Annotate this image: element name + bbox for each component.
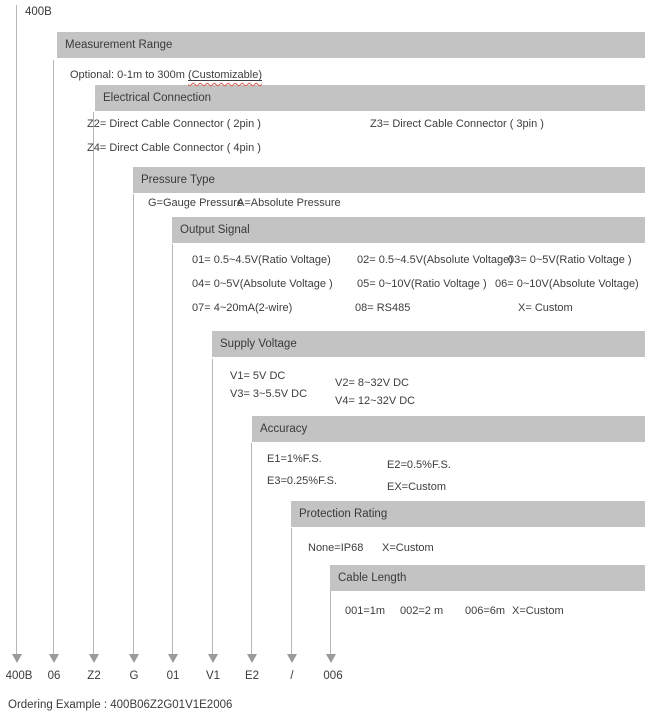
option-01: 01= 0.5~4.5V(Ratio Voltage) xyxy=(192,254,331,266)
option-02: 02= 0.5~4.5V(Absolute Voltage) xyxy=(357,254,513,266)
option-v1: V1= 5V DC xyxy=(230,370,286,382)
section-bar-accuracy xyxy=(252,416,645,442)
option-e1: E1=1%F.S. xyxy=(267,453,322,465)
section-title: Accuracy xyxy=(260,423,308,435)
option-text: Optional: 0-1m to 300m xyxy=(70,69,189,81)
option-002: 002=2 m xyxy=(400,605,444,617)
connector-line-output-signal xyxy=(172,244,173,655)
section-bar-protection-rating xyxy=(291,501,645,527)
option-z2: Z2= Direct Cable Connector ( 2pin ) xyxy=(87,118,261,130)
option-001: 001=1m xyxy=(345,605,386,617)
option-absolute: A=Absolute Pressure xyxy=(237,197,341,209)
option-e2: E2=0.5%F.S. xyxy=(387,459,451,471)
option-gauge: G=Gauge Pressure xyxy=(148,197,244,209)
arrow-down-icon xyxy=(287,654,297,663)
option-06: 06= 0~10V(Absolute Voltage) xyxy=(495,278,639,290)
section-bar-cable-length xyxy=(330,565,645,591)
connector-line-product xyxy=(16,5,17,655)
section-title: Electrical Connection xyxy=(103,92,212,104)
arrow-down-icon xyxy=(168,654,178,663)
connector-line-pressure-type xyxy=(133,194,134,655)
option-v4: V4= 12~32V DC xyxy=(335,395,416,407)
code-slash: / xyxy=(290,670,294,682)
code-06: 06 xyxy=(47,670,61,682)
code-01: 01 xyxy=(166,670,180,682)
option-ip68: None=IP68 xyxy=(308,542,364,554)
arrow-down-icon xyxy=(247,654,257,663)
option-08: 08= RS485 xyxy=(355,302,411,314)
option-v3: V3= 3~5.5V DC xyxy=(230,388,308,400)
option-x-custom-signal: X= Custom xyxy=(518,302,573,314)
connector-line-protection-rating xyxy=(291,528,292,655)
section-bar-measurement-range xyxy=(57,32,645,58)
code-e2: E2 xyxy=(244,670,260,682)
option-e3: E3=0.25%F.S. xyxy=(267,475,338,487)
customizable-underline xyxy=(188,69,262,81)
option-006: 006=6m xyxy=(465,605,506,617)
option-x-custom-length: X=Custom xyxy=(512,605,564,617)
option-07: 07= 4~20mA(2-wire) xyxy=(192,302,293,314)
connector-line-electrical-connection xyxy=(93,112,94,655)
option-04: 04= 0~5V(Absolute Voltage ) xyxy=(192,278,333,290)
section-bar-pressure-type xyxy=(133,167,645,193)
code-v1: V1 xyxy=(205,670,221,682)
arrow-down-icon xyxy=(12,654,22,663)
section-bar-electrical-connection xyxy=(95,85,645,111)
code-400b: 400B xyxy=(5,670,33,682)
option-z3: Z3= Direct Cable Connector ( 3pin ) xyxy=(370,118,544,130)
section-title: Pressure Type xyxy=(141,174,215,186)
option-03: 03= 0~5V(Ratio Voltage ) xyxy=(508,254,632,266)
arrow-down-icon xyxy=(129,654,139,663)
code-006: 006 xyxy=(323,670,343,682)
ordering-example: Ordering Example : 400B06Z2G01V1E2006 xyxy=(8,699,233,711)
arrow-down-icon xyxy=(49,654,59,663)
code-g: G xyxy=(129,670,139,682)
section-bar-output-signal xyxy=(172,217,645,243)
section-title: Measurement Range xyxy=(65,39,173,51)
option-ex: EX=Custom xyxy=(387,481,446,493)
arrow-down-icon xyxy=(208,654,218,663)
option-z4: Z4= Direct Cable Connector ( 4pin ) xyxy=(87,142,261,154)
section-title: Protection Rating xyxy=(299,508,388,520)
option-x-custom-rating: X=Custom xyxy=(382,542,434,554)
code-z2: Z2 xyxy=(87,670,101,682)
arrow-down-icon xyxy=(89,654,99,663)
option-customizable: (Customizable) xyxy=(188,69,262,81)
section-title: Cable Length xyxy=(338,572,407,584)
section-title: Output Signal xyxy=(180,224,250,236)
connector-line-supply-voltage xyxy=(212,359,213,655)
arrow-down-icon xyxy=(326,654,336,663)
connector-line-measurement-range xyxy=(53,60,54,655)
connector-line-cable-length xyxy=(330,591,331,655)
section-bar-supply-voltage xyxy=(212,331,645,357)
option-05: 05= 0~10V(Ratio Voltage ) xyxy=(357,278,487,290)
option-v2: V2= 8~32V DC xyxy=(335,377,409,389)
option-measurement-range xyxy=(70,68,262,82)
connector-line-accuracy xyxy=(251,443,252,655)
section-title: Supply Voltage xyxy=(220,338,297,350)
product-code-label: 400B xyxy=(25,6,52,18)
